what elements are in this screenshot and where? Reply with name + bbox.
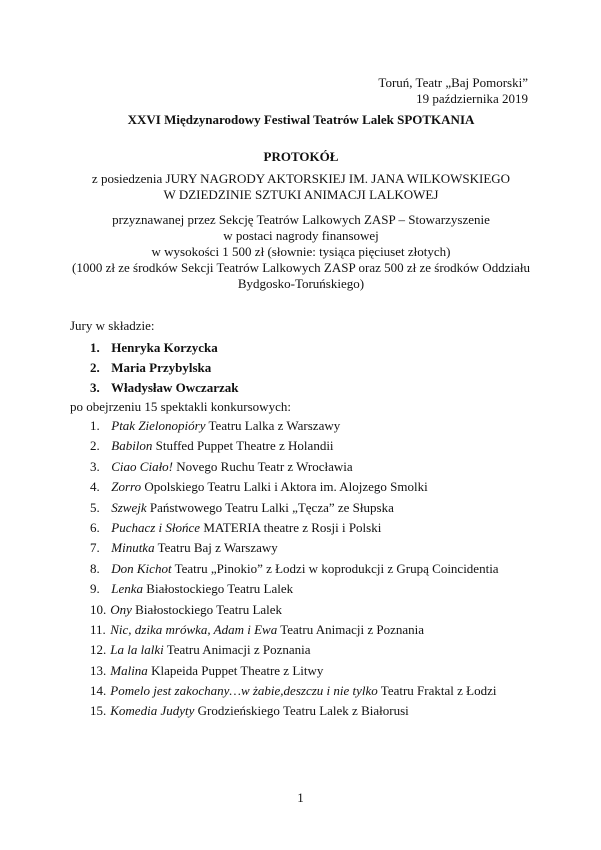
show-title: Puchacz i Słońce bbox=[111, 519, 201, 535]
jury-intro: Jury w składzie: bbox=[70, 318, 155, 333]
show-title: Nic, dzika mrówka, Adam i Ewa bbox=[110, 621, 278, 637]
list-item bbox=[90, 622, 499, 642]
show-title: Minutka bbox=[111, 540, 155, 556]
list-number: 3. bbox=[90, 380, 100, 395]
festival-title: XXVI Międzynarodowy Festiwal Teatrów Lalek SPOTKANIA bbox=[127, 112, 475, 127]
list-item bbox=[90, 703, 499, 723]
list-item bbox=[90, 663, 499, 683]
show-company: Grodzieńskiego Teatru Lalek z Białorusi bbox=[194, 703, 409, 719]
prize-detail-block bbox=[40, 212, 562, 292]
list-number: 14. bbox=[90, 683, 107, 699]
description-block bbox=[40, 171, 562, 203]
detail-line: (1000 zł ze środków Sekcji Teatrów Lalkowych ZASP oraz 500 zł ze środków Oddziału bbox=[72, 260, 530, 275]
list-item bbox=[90, 479, 499, 499]
list-number: 10. bbox=[90, 601, 107, 617]
show-title: Komedia Judyty bbox=[110, 703, 195, 719]
list-item bbox=[90, 500, 499, 520]
show-company: Novego Ruchu Teatr z Wrocławia bbox=[173, 458, 353, 474]
list-number: 13. bbox=[90, 662, 107, 678]
jury-list bbox=[90, 340, 238, 400]
detail-line: w wysokości 1 500 zł (słownie: tysiąca pięciuset złotych) bbox=[151, 244, 451, 259]
list-number: 2. bbox=[90, 438, 100, 454]
detail-line: przyznawanej przez Sekcję Teatrów Lalkowych ZASP – Stowarzyszenie bbox=[112, 212, 490, 227]
list-number: 6. bbox=[90, 519, 100, 535]
show-title: Malina bbox=[110, 662, 148, 678]
date-line: 19 października 2019 bbox=[416, 91, 528, 106]
place-date-block bbox=[378, 75, 528, 107]
show-company: Stuffed Puppet Theatre z Holandii bbox=[152, 438, 334, 454]
list-item bbox=[90, 561, 499, 581]
show-title: Babilon bbox=[111, 438, 153, 454]
list-number: 11. bbox=[90, 621, 106, 637]
show-company: Państwowego Teatru Lalki „Tęcza” ze Słupska bbox=[146, 499, 394, 515]
show-title: Szwejk bbox=[111, 499, 147, 515]
jury-member bbox=[90, 340, 238, 360]
show-company: Teatru Baj z Warszawy bbox=[154, 540, 278, 556]
detail-line: w postaci nagrody finansowej bbox=[223, 228, 379, 243]
list-number: 1. bbox=[90, 340, 100, 355]
show-company: Teatru Animacji z Poznania bbox=[163, 642, 311, 658]
show-title: La la lalki bbox=[110, 642, 164, 658]
list-number: 3. bbox=[90, 458, 100, 474]
show-title: Ptak Zielonopióry bbox=[111, 418, 206, 433]
list-item bbox=[90, 642, 499, 662]
list-item bbox=[90, 602, 499, 622]
show-title: Ciao Ciało! bbox=[111, 458, 174, 474]
list-number: 1. bbox=[90, 418, 100, 433]
show-company: Opolskiego Teatru Lalki i Aktora im. Alojzego Smolki bbox=[141, 479, 428, 495]
list-item bbox=[90, 581, 499, 601]
show-title: Ony bbox=[110, 601, 132, 617]
show-title: Don Kichot bbox=[111, 560, 172, 576]
list-number: 8. bbox=[90, 560, 100, 576]
detail-line: Bydgosko-Toruńskiego) bbox=[237, 276, 365, 291]
shows-list bbox=[90, 418, 499, 724]
description-line: W DZIEDZINIE SZTUKI ANIMACJI LALKOWEJ bbox=[163, 187, 439, 202]
jury-member-name: Maria Przybylska bbox=[111, 360, 212, 375]
show-company: Klapeida Puppet Theatre z Litwy bbox=[147, 662, 324, 678]
show-company: MATERIA theatre z Rosji i Polski bbox=[200, 519, 382, 535]
show-company: Białostockiego Teatru Lalek bbox=[131, 601, 283, 617]
show-company: Teatru „Pinokio” z Łodzi w koprodukcji z Grupą Coincidentia bbox=[171, 560, 499, 576]
jury-member bbox=[90, 380, 238, 400]
place-line: Toruń, Teatr „Baj Pomorski” bbox=[378, 75, 528, 90]
show-company: Teatru Fraktal z Łodzi bbox=[377, 683, 497, 699]
shows-intro: po obejrzeniu 15 spektakli konkursowych: bbox=[70, 399, 291, 414]
show-company: Teatru Animacji z Poznania bbox=[277, 621, 425, 637]
list-number: 7. bbox=[90, 540, 100, 556]
list-item bbox=[90, 520, 499, 540]
list-item bbox=[90, 438, 499, 458]
show-company: Białostockiego Teatru Lalek bbox=[143, 581, 294, 597]
list-item bbox=[90, 459, 499, 479]
show-company: Teatru Lalka z Warszawy bbox=[205, 418, 341, 433]
page-number: 1 bbox=[297, 790, 304, 805]
description-line: z posiedzenia JURY NAGRODY AKTORSKIEJ IM. JANA WILKOWSKIEGO bbox=[91, 171, 511, 186]
document-type-heading: PROTOKÓŁ bbox=[263, 149, 339, 164]
list-number: 2. bbox=[90, 360, 100, 375]
list-item bbox=[90, 418, 499, 438]
show-title: Zorro bbox=[111, 479, 142, 495]
list-number: 9. bbox=[90, 581, 100, 597]
show-title: Lenka bbox=[111, 581, 144, 597]
list-number: 12. bbox=[90, 642, 107, 658]
list-item bbox=[90, 683, 499, 703]
jury-member-name: Władysław Owczarzak bbox=[111, 380, 239, 395]
list-number: 4. bbox=[90, 479, 100, 495]
jury-member-name: Henryka Korzycka bbox=[111, 340, 218, 355]
list-number: 15. bbox=[90, 703, 107, 719]
jury-member bbox=[90, 360, 238, 380]
list-number: 5. bbox=[90, 499, 100, 515]
list-item bbox=[90, 540, 499, 560]
show-title: Pomelo jest zakochany…w żabie,deszczu i nie tylko bbox=[110, 683, 378, 699]
